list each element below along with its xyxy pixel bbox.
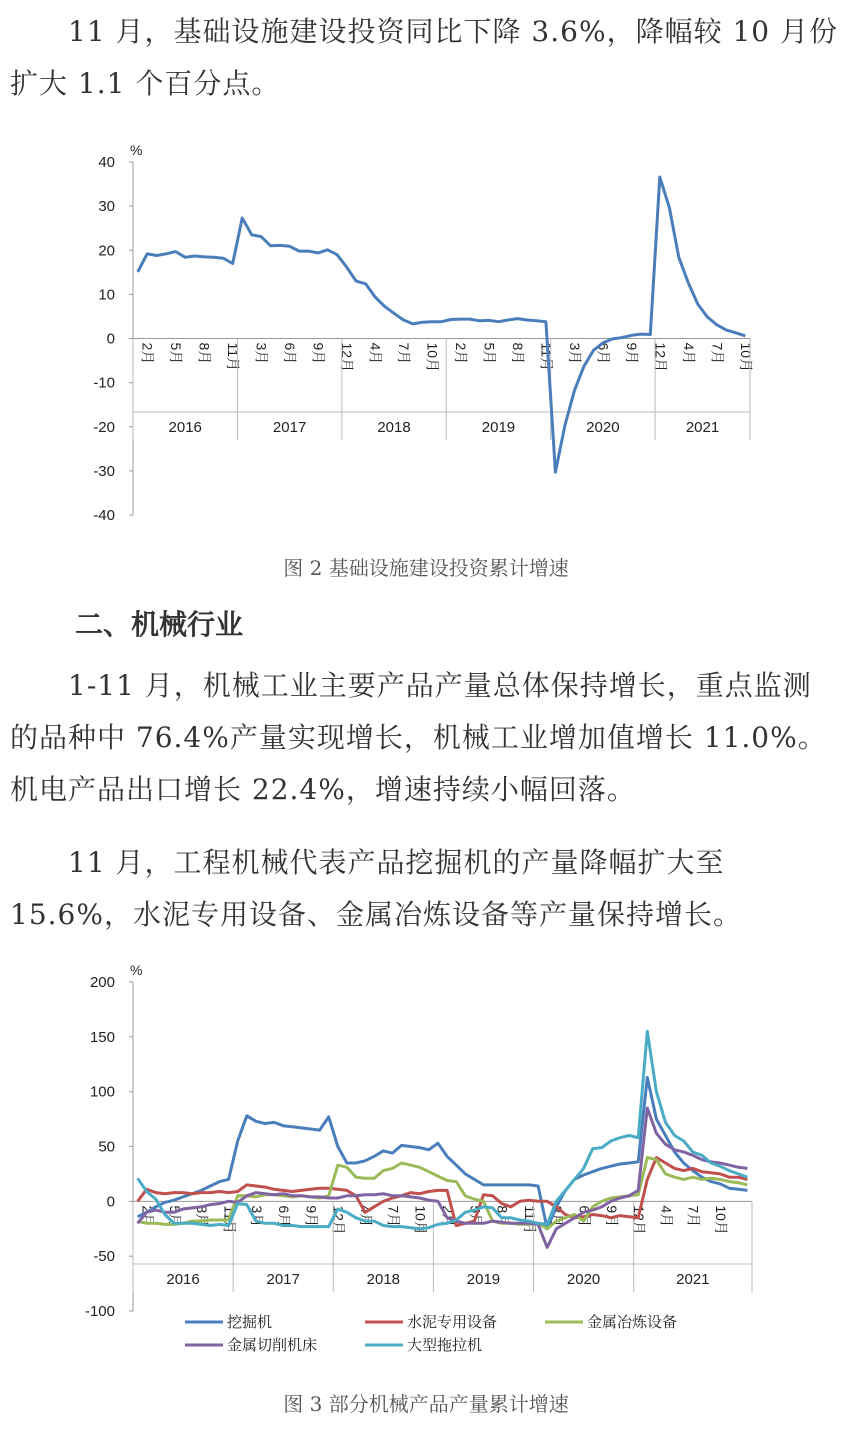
y-unit-label: % [130, 962, 143, 978]
year-label: 2021 [676, 1271, 710, 1288]
year-label: 2019 [481, 419, 516, 436]
month-tick-label: 7月 [385, 1205, 402, 1228]
y-tick-label: 40 [98, 154, 115, 171]
year-label: 2020 [566, 1271, 601, 1288]
month-tick-label: 7月 [396, 342, 413, 365]
year-label: 2017 [272, 419, 307, 436]
month-tick-label: 6月 [595, 342, 612, 365]
series-line-s0 [138, 177, 746, 472]
month-tick-label: 9月 [603, 1205, 620, 1228]
month-tick-label: 12月 [631, 1205, 648, 1235]
month-tick-label: 6月 [276, 1205, 293, 1228]
month-tick-label: 11月 [225, 342, 242, 372]
month-tick-label: 7月 [709, 342, 726, 365]
chart-infrastructure-investment [0, 130, 852, 670]
month-tick-label: 4月 [658, 1205, 675, 1228]
year-label: 2017 [266, 1271, 300, 1288]
month-tick-label: 11月 [221, 1205, 238, 1234]
month-tick-label: 9月 [310, 342, 327, 365]
year-label: 2016 [168, 419, 202, 436]
month-tick-label: 5月 [481, 342, 498, 365]
month-tick-label: 11月 [538, 342, 555, 372]
legend-label: 金属冶炼设备 [587, 1314, 678, 1331]
y-tick-label: 20 [98, 242, 115, 260]
month-tick-label: 2月 [139, 342, 156, 365]
month-tick-label: 3月 [248, 1205, 265, 1228]
legend-label: 大型拖拉机 [407, 1337, 483, 1354]
year-label: 2019 [466, 1271, 501, 1288]
month-tick-label: 2月 [452, 342, 469, 365]
y-unit-label: % [130, 142, 143, 158]
figure-3-caption: 图 3 部分机械产品产量累计增速 [283, 1392, 569, 1416]
month-tick-label: 2月 [139, 1205, 156, 1228]
month-tick-label: 10月 [713, 1205, 730, 1235]
month-tick-label: 10月 [737, 342, 754, 373]
year-label: 2018 [377, 419, 411, 436]
year-label: 2018 [366, 1271, 401, 1288]
year-label: 2020 [586, 419, 620, 436]
month-tick-label: 4月 [358, 1205, 375, 1228]
legend-label: 挖掘机 [227, 1314, 273, 1331]
y-tick-label: -10 [93, 374, 115, 392]
month-tick-label: 8月 [194, 1205, 211, 1228]
month-tick-label: 6月 [282, 342, 299, 365]
y-tick-label: 150 [89, 1028, 115, 1046]
paragraph-machinery-overview: 1-11 月，机械工业主要产品产量总体保持增长，重点监测的品种中 76.4%产量实现增长，机械工业增加值增长 11.0%。机电产品出口增长 22.4%，增速持续小幅回落。 [10, 669, 827, 806]
month-tick-label: 8月 [196, 342, 213, 365]
month-tick-label: 3月 [566, 342, 583, 365]
year-label: 2021 [685, 419, 720, 436]
month-tick-label: 2月 [439, 1205, 456, 1228]
month-tick-label: 10月 [412, 1205, 429, 1235]
month-tick-label: 8月 [509, 342, 526, 365]
month-tick-label: 8月 [494, 1205, 511, 1228]
y-tick-label: 0 [106, 1193, 115, 1211]
y-tick-label: -40 [93, 507, 115, 524]
y-tick-label: -20 [93, 418, 115, 436]
y-tick-label: 100 [89, 1083, 115, 1101]
month-tick-label: 11月 [521, 1205, 538, 1234]
y-tick-label: 50 [98, 1138, 115, 1156]
month-tick-label: 12月 [652, 342, 669, 373]
y-tick-label: -50 [93, 1248, 115, 1266]
y-tick-label: 10 [98, 286, 115, 304]
month-tick-label: 3月 [253, 342, 270, 365]
month-tick-label: 3月 [549, 1205, 566, 1228]
month-tick-label: 5月 [467, 1205, 484, 1228]
y-tick-label: -30 [93, 462, 115, 480]
month-tick-label: 5月 [166, 1205, 183, 1228]
year-label: 2016 [166, 1271, 200, 1288]
month-tick-label: 6月 [576, 1205, 593, 1228]
y-tick-label: 30 [98, 198, 115, 216]
y-tick-label: 200 [89, 974, 115, 991]
y-tick-label: 0 [106, 330, 115, 348]
month-tick-label: 5月 [168, 342, 185, 365]
legend-label: 金属切削机床 [227, 1337, 318, 1354]
month-tick-label: 7月 [685, 1205, 702, 1228]
figure-2-caption: 图 2 基础设施建设投资累计增速 [283, 556, 569, 580]
month-tick-label: 4月 [367, 342, 384, 365]
y-tick-label: -100 [84, 1303, 115, 1320]
month-tick-label: 9月 [303, 1205, 320, 1228]
month-tick-label: 10月 [424, 342, 441, 373]
month-tick-label: 12月 [339, 342, 356, 373]
section-heading: 二、机械行业 [75, 608, 244, 641]
legend-label: 水泥专用设备 [407, 1314, 498, 1331]
paragraph-excavator: 11 月，工程机械代表产品挖掘机的产量降幅扩大至 15.6%，水泥专用设备、金属冶炼设备等产量保持增长。 [10, 846, 742, 931]
month-tick-label: 4月 [680, 342, 697, 365]
month-tick-label: 9月 [623, 342, 640, 365]
chart-machinery-products [0, 955, 852, 1385]
month-tick-label: 12月 [330, 1205, 347, 1235]
paragraph-infrastructure: 11 月，基础设施建设投资同比下降 3.6%，降幅较 10 月份扩大 1.1 个百分点。 [10, 15, 838, 100]
